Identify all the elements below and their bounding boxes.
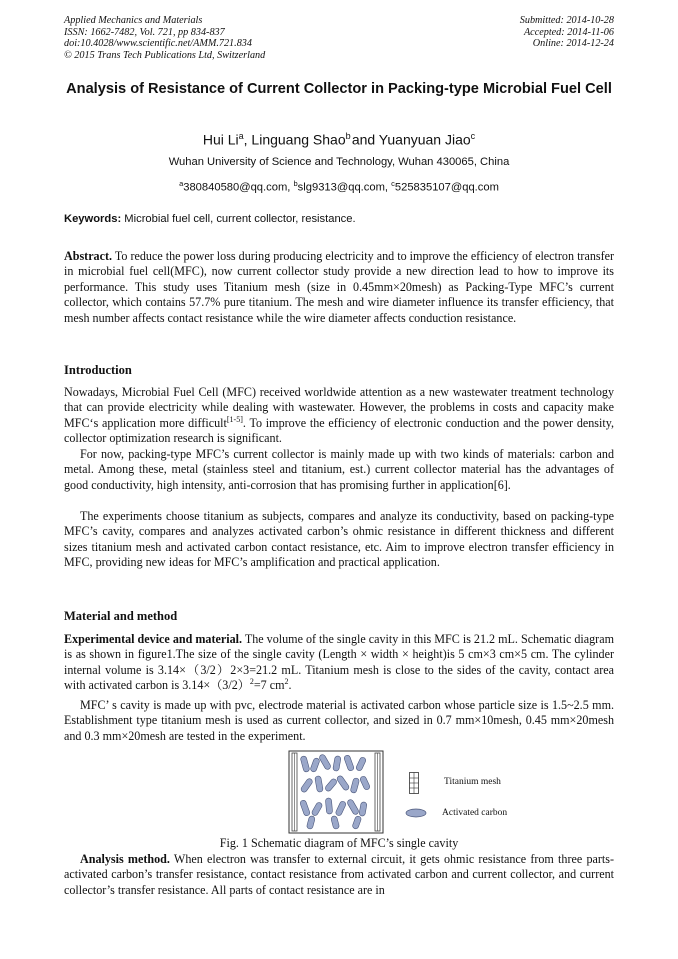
copyright-line: © 2015 Trans Tech Publications Ltd, Switzerland	[64, 49, 266, 61]
legend-activated-carbon: Activated carbon	[442, 808, 508, 818]
method-paragraph-1	[64, 632, 614, 694]
email-address: slg9313@qq.com,	[297, 181, 392, 194]
paragraph-text: When electron was transfer to external circuit, it gets ohmic resistance from three parts- activated carbon’s transfer resistance, contact resistance from activated carbon and current collector, and current collector’s transfer resistance. All parts of contact resistance are in	[64, 852, 614, 897]
dates-meta	[520, 15, 614, 50]
superscript: 2	[249, 677, 254, 687]
email-superscript: a	[179, 179, 184, 188]
author-name: Hui Li	[202, 131, 239, 148]
legend-titanium-mesh: Titanium mesh	[444, 777, 501, 787]
email-superscript: c	[391, 179, 395, 188]
abstract	[64, 249, 614, 326]
email-list	[64, 176, 614, 196]
paragraph-text: =7 cm	[253, 678, 285, 693]
subsection-label: Analysis method.	[80, 852, 170, 866]
email-superscript: b	[293, 179, 298, 188]
paper-title: Analysis of Resistance of Current Collector in Packing-type Microbial Fuel Cell	[66, 81, 612, 97]
abstract-label: Abstract.	[64, 249, 113, 263]
section-heading-method: Material and method	[64, 609, 178, 623]
paragraph-text: Nowadays, Microbial Fuel Cell (MFC) received worldwide attention as a new wastewater treatment technology that can provide electricity while dealing with wastewater. However, the problems in costs and capacity make MFC‘s application more difficult	[64, 385, 614, 430]
author-name: , Linguang Shao	[243, 131, 346, 148]
email-address: 525835107@qq.com	[394, 181, 499, 194]
keywords-text: Microbial fuel cell, current collector, resistance.	[121, 213, 356, 225]
online-date: Online: 2014-12-24	[532, 38, 614, 49]
figure-1-caption: Fig. 1 Schematic diagram of MFC’s single cavity	[219, 836, 459, 850]
accepted-date: Accepted: 2014-11-06	[523, 26, 614, 38]
activated-carbon-icon	[405, 808, 427, 818]
cavity-schematic	[288, 750, 384, 834]
intro-paragraph-3: The experiments choose titanium as subjects, compares and analyze its conductivity, based on packing-type MFC’s cavity, compares and analyzes activated carbon’s ohmic resistance in different thickness and different sizes titanium mesh and activated carbon contact resistance, etc. Aim to improve electron transfer efficiency in MFC, providing new ideas for MFC’s amplification and practical application.	[64, 509, 614, 570]
figure-1	[288, 750, 384, 834]
titanium-mesh-icon	[409, 772, 419, 794]
section-heading-introduction: Introduction	[64, 363, 132, 377]
email-address: 380840580@qq.com,	[183, 181, 294, 194]
citation: [1-5]	[226, 414, 243, 424]
journal-name: Applied Mechanics and Materials	[64, 15, 203, 26]
method-paragraph-3	[64, 852, 614, 898]
issn-line: ISSN: 1662-7482, Vol. 721, pp 834-837	[64, 26, 225, 38]
keywords-label: Keywords:	[64, 213, 122, 225]
doi-line: doi:10.4028/www.scientific.net/AMM.721.834	[64, 38, 252, 49]
subsection-label: Experimental device and material.	[64, 632, 243, 646]
paragraph-text: .	[288, 678, 292, 693]
author-superscript: b	[345, 131, 351, 141]
journal-meta	[64, 15, 265, 61]
keywords	[64, 212, 614, 227]
intro-paragraph-2: For now, packing-type MFC’s current collector is mainly made up with two kinds of materials: carbon and metal. Among these, metal (stainless steel and titanium, est.) current collector material has the advantages of good conductivity, high intensity, anti-corrosion that has promising further in application[6].	[64, 447, 614, 492]
superscript: 2	[284, 677, 289, 687]
paragraph-text: The volume of the single cavity in this MFC is 21.2 mL. Schematic diagram is as shown in figure1.The size of the single cavity (Length × width × height)is 5 cm×3 cm×5 cm. The cylinder internal volume is 3.14×（3/2）2×3=21.2 mL. Titanium mesh is close to the sides of the cavity, contact area with activated carbon is 3.14×（3/2）	[64, 632, 614, 693]
author-superscript: c	[470, 131, 476, 141]
affiliation: Wuhan University of Science and Technology, Wuhan 430065, China	[168, 156, 510, 168]
intro-paragraph-1	[64, 385, 614, 447]
author-list	[64, 127, 614, 149]
method-paragraph-2: MFC’ s cavity is made up with pvc, electrode material is activated carbon whose particle size is 1.5~2.5 mm. Establishment type titanium mesh is used as current collector, and sized in 0.7 mm×10mesh, 0.45 mm×20mesh and 0.3 mm×20mesh are tested in the experiment.	[64, 698, 614, 743]
submitted-date: Submitted: 2014-10-28	[519, 15, 614, 26]
paragraph-text: . To improve the efficiency of electronic conduction and the power density, collector optimization research is significant.	[64, 415, 614, 446]
author-name: and Yuanyuan Jiao	[351, 131, 471, 148]
author-superscript: a	[238, 131, 244, 141]
abstract-text: To reduce the power loss during producing electricity and to improve the efficiency of electron transfer in microbial fuel cell(MFC), now current collector study provide a new direction lead to how to improve its performance. This study uses Titanium mesh (size in 0.45mm×20mesh) as Packing-Type MFC’s current collector, which contains 57.7% pure titanium. The mesh and wire diameter influence its transfer efficiency, that mesh number affects contact resistance while the wire diameter affects conduction resistance.	[64, 249, 614, 325]
